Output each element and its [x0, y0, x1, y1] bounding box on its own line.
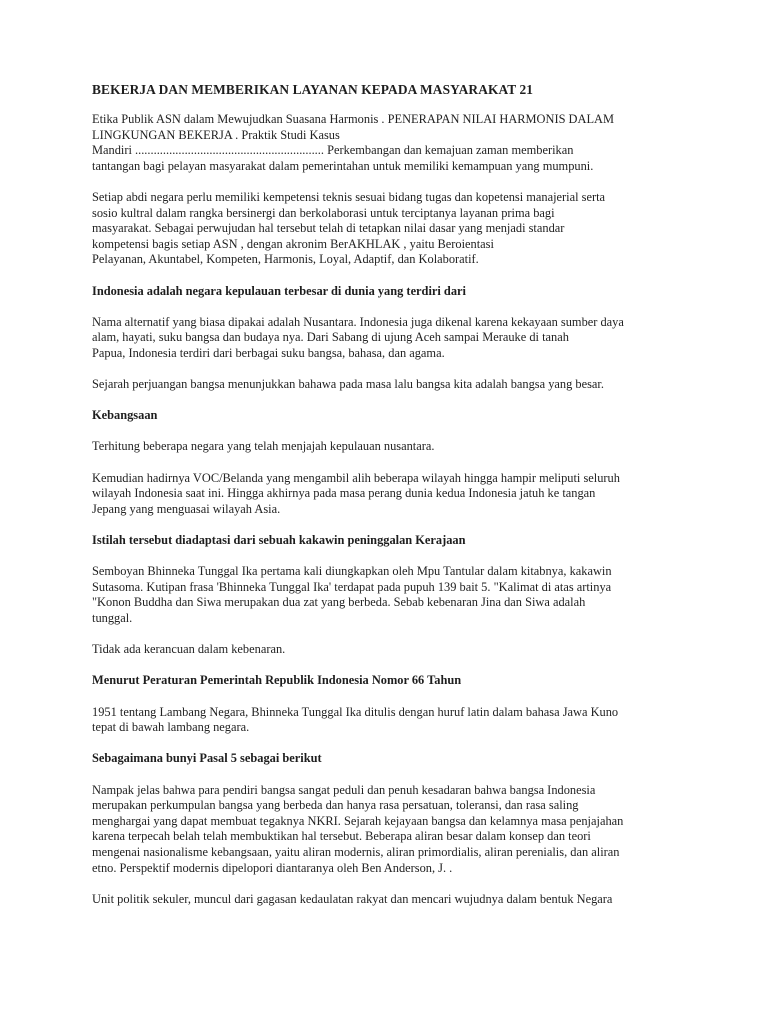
text-line: Terhitung beberapa negara yang telah menjajah kepulauan nusantara. — [92, 439, 435, 454]
text-line: Setiap abdi negara perlu memiliki kempetensi teknis sesuai bidang tugas dan kopetensi manajerial serta — [92, 189, 606, 204]
document-title: BEKERJA DAN MEMBERIKAN LAYANAN KEPADA MASYARAKAT 21 — [92, 82, 534, 97]
paragraph — [92, 377, 676, 393]
section-heading — [92, 284, 676, 300]
text-line: Kebangsaan — [92, 408, 158, 423]
paragraph — [92, 705, 676, 736]
text-line: Istilah tersebut diadaptasi dari sebuah kakawin peninggalan Kerajaan — [92, 533, 466, 548]
section-heading — [92, 673, 676, 689]
text-line: Nama alternatif yang biasa dipakai adalah Nusantara. Indonesia juga dikenal karena kekayaan sumber daya — [92, 314, 624, 329]
text-line: alam, hayati, suku bangsa dan budaya nya. Dari Sabang di ujung Aceh sampai Merauke di tanah — [92, 330, 569, 345]
text-line: Menurut Peraturan Pemerintah Republik Indonesia Nomor 66 Tahun — [92, 673, 462, 688]
text-line: Nampak jelas bahwa para pendiri bangsa sangat peduli dan penuh kesadaran bahwa bangsa Indonesia — [92, 782, 596, 797]
text-line: Indonesia adalah negara kepulauan terbesar di dunia yang terdiri dari — [92, 283, 466, 298]
text-line: tepat di bawah lambang negara. — [92, 720, 250, 735]
paragraph — [92, 892, 676, 908]
paragraph — [92, 190, 676, 268]
text-line: Etika Publik ASN dalam Mewujudkan Suasana Harmonis . PENERAPAN NILAI HARMONIS DALAM — [92, 112, 614, 126]
paragraph — [92, 564, 676, 626]
text-line: 1951 tentang Lambang Negara, Bhinneka Tunggal Ika ditulis dengan huruf latin dalam bahasa Jawa Kuno — [92, 704, 619, 719]
text-line: Kemudian hadirnya VOC/Belanda yang mengambil alih beberapa wilayah hingga hampir meliputi seluruh — [92, 470, 620, 485]
text-line: karena terpecah belah telah membuktikan hal tersebut. Beberapa aliran besar dalam konsep dan teori — [92, 829, 591, 844]
text-line: Sebagaimana bunyi Pasal 5 sebagai berikut — [92, 751, 322, 766]
paragraph — [92, 471, 676, 518]
text-line: Sutasoma. Kutipan frasa 'Bhinneka Tunggal Ika' terdapat pada pupuh 139 bait 5. "Kalimat di atas artinya — [92, 579, 612, 594]
text-line: LINGKUNGAN BEKERJA . Praktik Studi Kasus — [92, 127, 340, 142]
text-line: merupakan perkumpulan bangsa yang berbeda dan hanya rasa persatuan, toleransi, dan rasa saling — [92, 798, 579, 813]
text-line: Jepang yang menguasai wilayah Asia. — [92, 501, 281, 516]
text-line: tunggal. — [92, 611, 133, 625]
text-line: Sejarah perjuangan bangsa menunjukkan bahawa pada masa lalu bangsa kita adalah bangsa yang besar. — [92, 377, 604, 392]
paragraph — [92, 642, 676, 658]
paragraph — [92, 439, 676, 455]
text-line: wilayah Indonesia saat ini. Hingga akhirnya pada masa perang dunia kedua Indonesia jatuh ke tangan — [92, 486, 596, 501]
text-line: Pelayanan, Akuntabel, Kompeten, Harmonis, Loyal, Adaptif, dan Kolaboratif. — [92, 252, 479, 267]
paragraph — [92, 112, 676, 174]
section-heading — [92, 533, 676, 549]
text-line: Tidak ada kerancuan dalam kebenaran. — [92, 642, 286, 657]
text-line: "Konon Buddha dan Siwa merupakan dua zat yang berbeda. Sebab kebenaran Jina dan Siwa adalah — [92, 595, 586, 610]
section-heading — [92, 751, 676, 767]
paragraph — [92, 315, 676, 362]
text-line: masyarakat. Sebagai perwujudan hal tersebut telah di tetapkan nilai dasar yang menjadi standar — [92, 221, 565, 236]
text-line: kompetensi bagis setiap ASN , dengan akronim BerAKHLAK , yaitu Beroientasi — [92, 236, 494, 251]
text-line: sosio kultral dalam rangka bersinergi dan berkolaborasi untuk terciptanya layanan prima bagi — [92, 205, 555, 220]
text-line: menghargai yang dapat membuat tegaknya NKRI. Sejarah kejayaan bangsa dan kelamnya masa penjajahan — [92, 813, 624, 828]
text-line: Semboyan Bhinneka Tunggal Ika pertama kali diungkapkan oleh Mpu Tantular dalam kitabnya, kakawin — [92, 564, 612, 579]
text-line: tantangan bagi pelayan masyarakat dalam pemerintahan untuk memiliki kemampuan yang mumpuni. — [92, 158, 594, 173]
text-line: mengenai nasionalisme kebangsaan, yaitu aliran modernis, aliran primordialis, aliran perenialis, dan aliran — [92, 844, 620, 859]
text-line: Mandiri ............................................................. Perkembangan dan kemajuan zaman memberikan — [92, 143, 574, 158]
text-line: Unit politik sekuler, muncul dari gagasan kedaulatan rakyat dan mencari wujudnya dalam bentuk Negara — [92, 891, 613, 906]
paragraph — [92, 783, 676, 877]
text-line: etno. Perspektif modernis dipelopori diantaranya oleh Ben Anderson, J. . — [92, 860, 453, 875]
document-body — [92, 112, 676, 907]
section-heading — [92, 408, 676, 424]
text-line: Papua, Indonesia terdiri dari berbagai suku bangsa, bahasa, dan agama. — [92, 345, 445, 360]
